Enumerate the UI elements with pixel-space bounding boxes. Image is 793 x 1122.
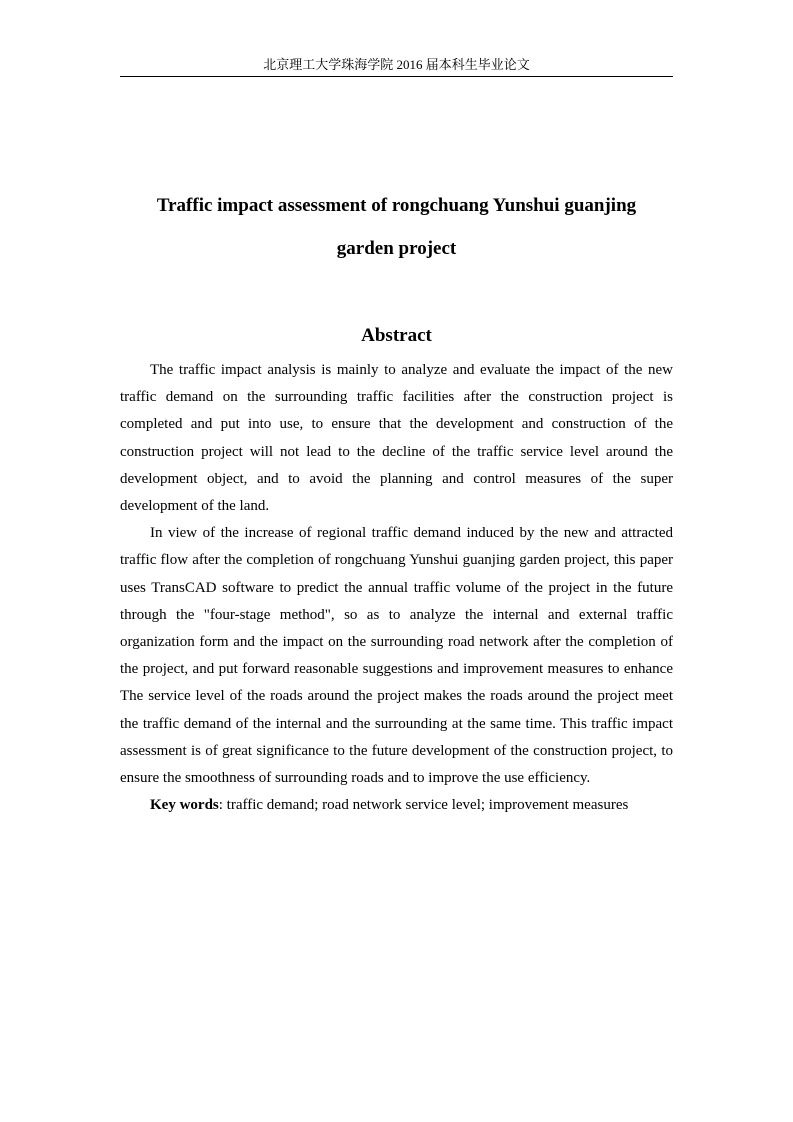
- abstract-paragraph-1: The traffic impact analysis is mainly to analyze and evaluate the impact of the new traffic demand on the surrounding traffic facilities after the construction project is completed and put into use, to ensure that the development and construction of the construction project will not lead to the decline of the traffic service level around the development object, and to avoid the planning and control measures of the super development of the land.: [120, 362, 673, 515]
- keywords-line: [120, 792, 673, 819]
- abstract-body: [120, 357, 673, 819]
- paper-title-line-2: garden project: [336, 238, 457, 259]
- abstract-paragraph-2: In view of the increase of regional traffic demand induced by the new and attracted traffic flow after the completion of rongchuang Yunshui guanjing garden project, this paper uses TransCAD software to predict the annual traffic volume of the project in the future through the "four-stage method", so as to analyze the internal and external traffic organization form and the impact on the surrounding road network after the completion of the project, and put forward reasonable suggestions and improvement measures to enhance The service level of the roads around the project makes the roads around the project meet the traffic demand of the internal and the surrounding at the same time. This traffic impact assessment is of great significance to the future development of the construction project, to ensure the smoothness of surrounding roads and to improve the use efficiency.: [120, 525, 673, 787]
- page-header: 北京理工大学珠海学院 2016 届本科生毕业论文: [120, 56, 673, 77]
- keywords-label: Key words: [150, 797, 219, 814]
- keywords-text: : traffic demand; road network service level; improvement measures: [218, 797, 629, 814]
- paper-title-line-1: Traffic impact assessment of rongchuang Yunshui guanjing: [156, 195, 637, 216]
- abstract-heading: Abstract: [361, 325, 432, 346]
